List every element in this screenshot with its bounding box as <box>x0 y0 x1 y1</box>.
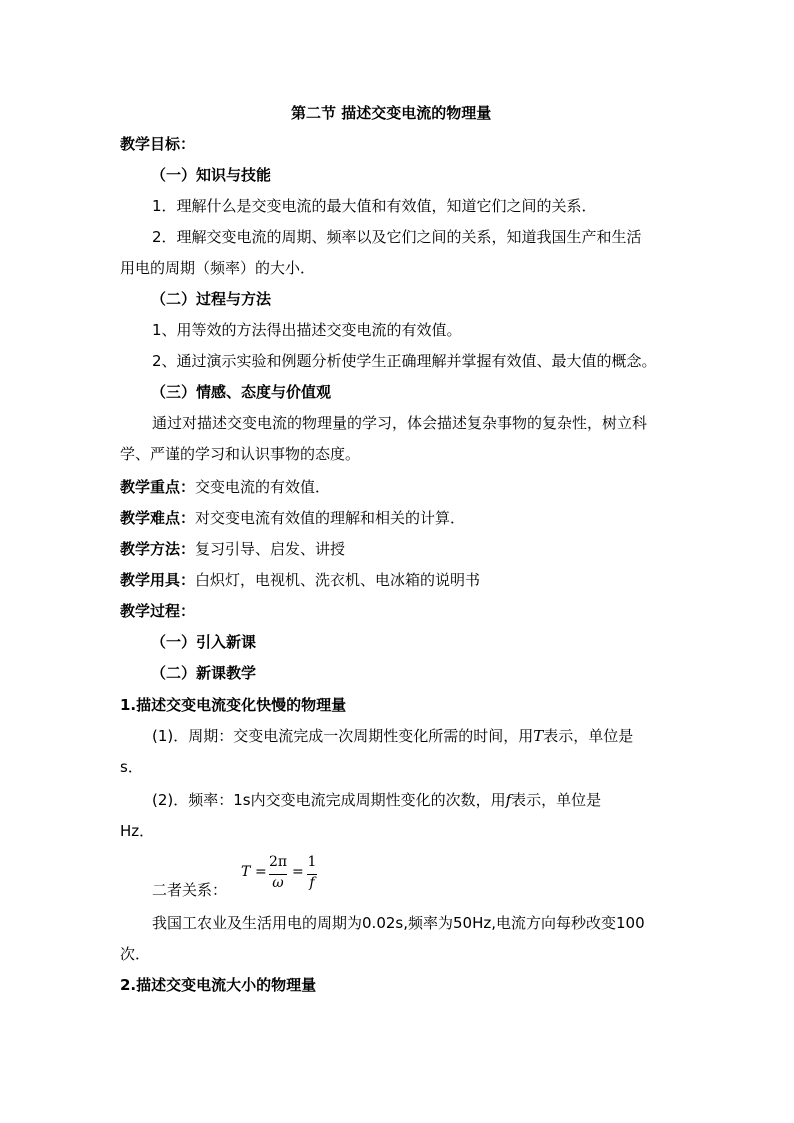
formula-lhs: T <box>241 864 251 880</box>
frequency-text-b: 表示，单位是 <box>511 791 602 809</box>
tools-text: 白炽灯，电视机、洗衣机、电冰箱的说明书 <box>195 571 481 589</box>
frequency-line-cont: Hz． <box>120 822 155 840</box>
tools-line <box>120 570 480 590</box>
frequency-line <box>152 790 601 810</box>
section1-heading: 1.描述交变电流变化快慢的物理量 <box>120 696 347 714</box>
period-frequency-formula <box>241 852 331 896</box>
key-point-line <box>120 477 330 497</box>
method-item-2: 2、通过演示实验和例题分析使学生正确理解并掌握有效值、最大值的概念。 <box>152 352 657 370</box>
tools-label: 教学用具： <box>120 571 196 589</box>
china-power-note-line-2: 次． <box>120 945 151 963</box>
objective-item-1: 1．理解什么是交变电流的最大值和有效值，知道它们之间的关系． <box>152 197 597 215</box>
method-line <box>120 539 345 559</box>
knowledge-skills-heading: （一）知识与技能 <box>151 166 272 184</box>
method-item-1: 1、用等效的方法得出描述交变电流的有效值。 <box>152 321 462 339</box>
period-text-b: 表示，单位是 <box>543 727 634 745</box>
key-point-text: 交变电流的有效值． <box>195 478 331 496</box>
page-title: 第二节 描述交变电流的物理量 <box>291 104 492 122</box>
section2-heading: 2.描述交变电流大小的物理量 <box>120 976 317 994</box>
attitude-paragraph-line-1: 通过对描述交变电流的物理量的学习，体会描述复杂事物的复杂性，树立科 <box>152 414 648 432</box>
formula-equals-2: = <box>292 864 304 880</box>
china-power-note-line-1: 我国工农业及生活用电的周期为0.02s,频率为50Hz,电流方向每秒改变100 <box>152 914 645 932</box>
difficulty-label: 教学难点： <box>120 509 196 527</box>
period-line-cont: s． <box>120 758 143 776</box>
method-text: 复习引导、启发、讲授 <box>195 540 346 558</box>
key-point-label: 教学重点： <box>120 478 196 496</box>
difficulty-text: 对交变电流有效值的理解和相关的计算． <box>195 509 466 527</box>
difficulty-line <box>120 508 465 528</box>
new-lesson-heading: （二）新课教学 <box>151 664 257 682</box>
formula-equals-1: = <box>255 864 267 880</box>
objective-item-2: 2．理解交变电流的周期、频率以及它们之间的关系，知道我国生产和生活 <box>152 228 642 246</box>
objective-item-2-cont: 用电的周期（频率）的大小． <box>120 259 316 277</box>
intro-heading: （一）引入新课 <box>151 633 257 651</box>
formula-denominator-1: ω <box>272 875 284 891</box>
period-line <box>152 726 633 746</box>
process-heading: 教学过程： <box>120 602 196 620</box>
process-methods-heading: （二）过程与方法 <box>151 290 272 308</box>
attitude-paragraph-line-2: 学、严谨的学习和认识事物的态度。 <box>120 445 361 463</box>
formula-numerator-2: 1 <box>307 854 317 870</box>
attitude-values-heading: （三）情感、态度与价值观 <box>151 383 332 401</box>
relation-label: 二者关系： <box>152 881 228 899</box>
formula-denominator-2: f <box>309 875 315 891</box>
objectives-heading: 教学目标： <box>120 135 196 153</box>
method-label: 教学方法： <box>120 540 196 558</box>
period-symbol: T <box>533 727 544 745</box>
frequency-text-a: (2)．频率：1s内交变电流完成周期性变化的次数，用 <box>152 791 506 809</box>
formula-numerator-1: 2π <box>268 854 288 870</box>
frequency-symbol: f <box>505 791 512 809</box>
period-text-a: (1)．周期：交变电流完成一次周期性变化所需的时间，用 <box>152 727 534 745</box>
